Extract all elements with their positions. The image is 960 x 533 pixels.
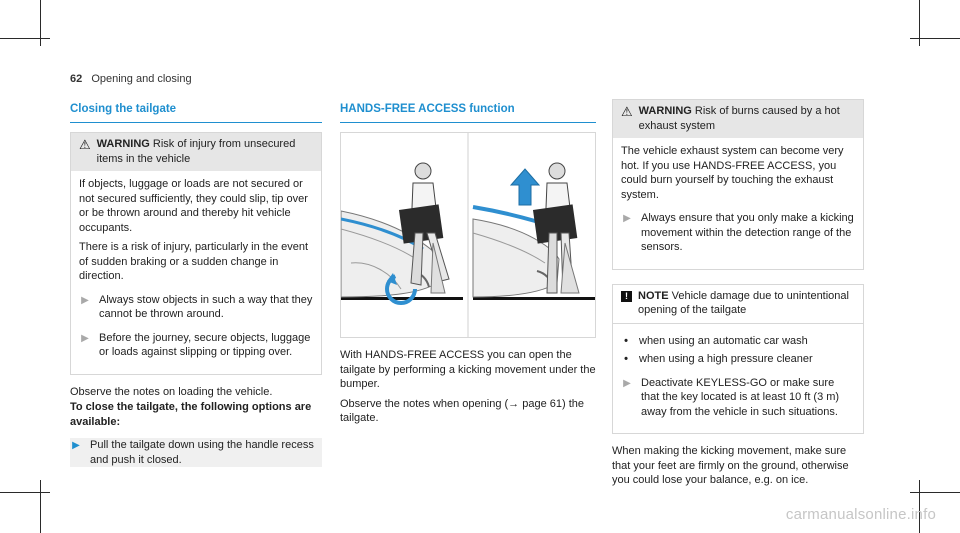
warning-box — [612, 99, 864, 270]
step-arrow-icon: ▶ — [81, 332, 89, 344]
note-body — [613, 323, 863, 434]
hands-free-illustration — [340, 132, 596, 338]
warning-box — [70, 132, 322, 375]
note-box — [612, 284, 864, 435]
section-heading: Closing the tailgate — [70, 102, 322, 123]
exclamation-icon: ! — [621, 291, 632, 302]
step-arrow-icon: ▶ — [623, 377, 631, 389]
step-arrow-icon: ▶ — [81, 294, 89, 306]
warning-body — [613, 138, 863, 269]
warning-step: ▶ Before the journey, secure objects, luggage or loads against slipping or tipping over. — [79, 331, 313, 360]
crop-mark — [0, 38, 50, 39]
bullet-icon: • — [624, 334, 628, 347]
warning-paragraph: There is a risk of injury, particularly in the event of sudden braking or a sudden change in direction. — [79, 241, 309, 283]
warning-step: ▶ Always ensure that you only make a kicking movement within the detection range of the sensors. — [621, 211, 855, 255]
column-hands-free — [340, 102, 596, 431]
warning-paragraph: The vehicle exhaust system can become very hot. If you use HANDS-FREE ACCESS, you could burn yourself by touching the exhaust system. — [621, 145, 844, 201]
paragraph: Observe the notes when opening (→ page 61) the tailgate. — [340, 397, 584, 425]
warning-triangle-icon: ⚠ — [79, 137, 91, 153]
paragraph: With HANDS-FREE ACCESS you can open the tailgate by performing a kicking movement under the bumper. — [340, 349, 596, 391]
warning-heading: Risk of injury from unsecured items in the vehicle — [96, 138, 296, 165]
section-heading: HANDS-FREE ACCESS function — [340, 102, 596, 123]
list-item: • when using an automatic car wash — [621, 334, 855, 349]
step-arrow-icon: ▶ — [623, 213, 631, 225]
kicking-illustration — [341, 133, 595, 337]
crop-mark — [910, 38, 960, 39]
crop-mark — [40, 0, 41, 46]
page-header — [70, 72, 192, 87]
warning-paragraph: If objects, luggage or loads are not secured or not secured sufficiently, they could slip, tip over or be thrown around and thereby hit vehicle occupants. — [79, 178, 308, 234]
list-item: • when using a high pressure cleaner — [621, 352, 855, 367]
watermark: carmanualsonline.info — [785, 506, 936, 524]
crop-mark — [0, 492, 50, 493]
warning-step: ▶ Always stow objects in such a way that they cannot be thrown around. — [79, 293, 313, 322]
observe-note: Observe the notes on loading the vehicle. — [70, 385, 273, 398]
step-arrow-icon: ▶ — [72, 440, 80, 452]
column-warnings — [612, 99, 864, 493]
paragraph: When making the kicking movement, make sure that your feet are firmly on the ground, otherwise you could lose your balance, e.g. on ice. — [612, 445, 849, 487]
note-heading: Vehicle damage due to unintentional opening of the tailgate — [638, 289, 849, 317]
column-closing-tailgate — [70, 102, 322, 473]
warning-label: WARNING — [638, 105, 692, 117]
crop-mark — [910, 492, 960, 493]
warning-body — [71, 171, 321, 374]
note-label: NOTE — [638, 289, 669, 302]
crop-mark — [919, 0, 920, 46]
note-step: ▶ Deactivate KEYLESS-GO or make sure that the key located is at least 10 ft (3 m) away from the vehicle in such situations. — [621, 376, 855, 420]
warning-triangle-icon: ⚠ — [621, 104, 633, 119]
bullet-icon: • — [624, 353, 628, 366]
note-header — [613, 285, 863, 323]
instruction-heading: To close the tailgate, the following options are available: — [70, 401, 312, 428]
warning-heading: Risk of burns caused by a hot exhaust system — [638, 105, 840, 132]
crop-mark — [40, 480, 41, 533]
warning-header — [71, 133, 321, 171]
warning-header — [613, 100, 863, 138]
instruction-step: ▶ Pull the tailgate down using the handle recess and push it closed. — [70, 438, 322, 467]
section-title: Opening and closing — [91, 73, 192, 85]
page-number: 62 — [70, 73, 83, 85]
warning-label: WARNING — [96, 138, 150, 151]
